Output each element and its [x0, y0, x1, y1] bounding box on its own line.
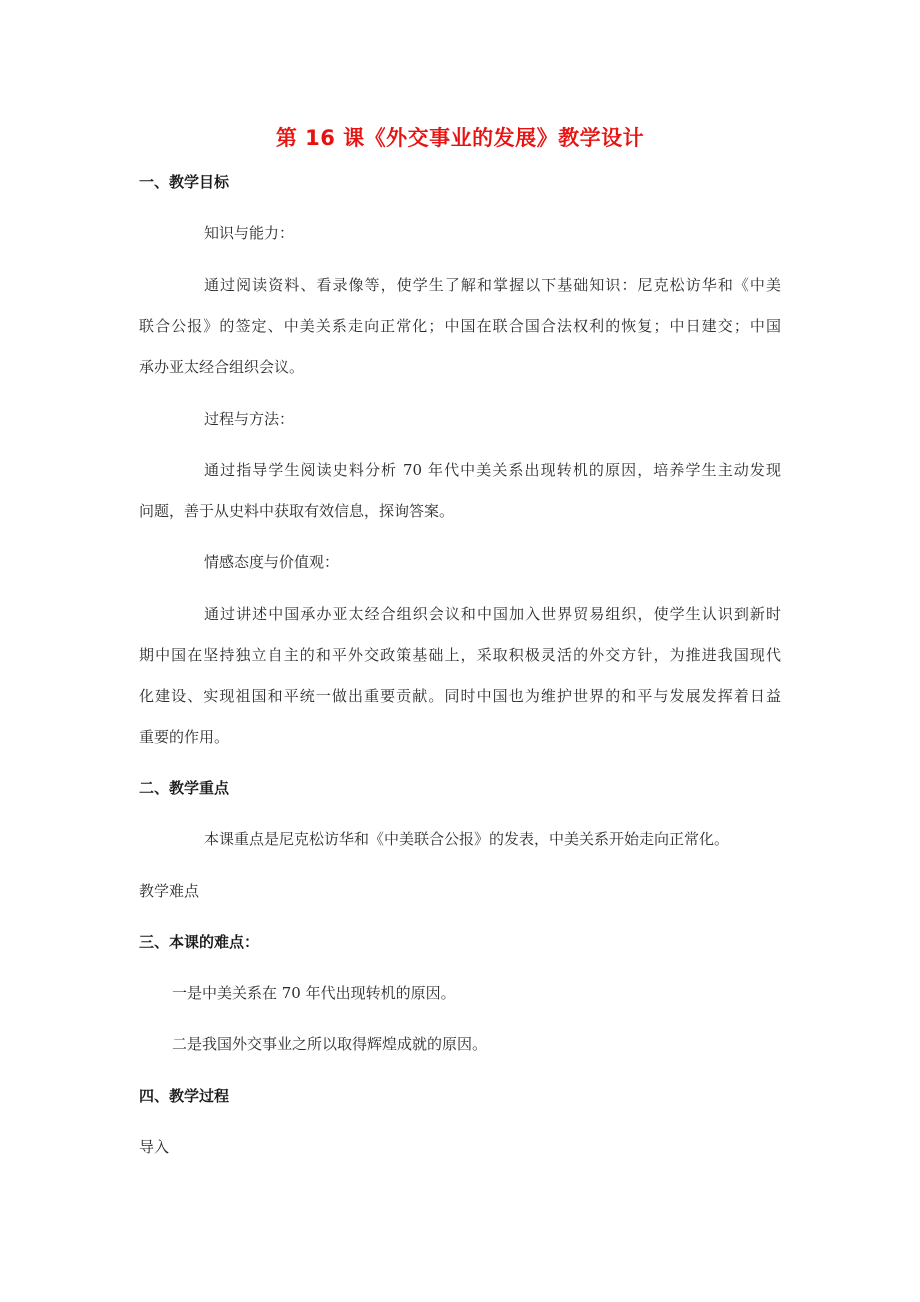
emotion-attitude-label: 情感态度与价值观：	[204, 553, 340, 571]
difficulty-label: 教学难点	[139, 882, 200, 900]
section-heading-process: 四、教学过程	[139, 1087, 230, 1105]
emotion-line: 化建设、实现祖国和平统一做出重要贡献。同时中国也为维护世界的和平与发展发挥着日益	[139, 687, 781, 705]
section-heading-difficulties: 三、本课的难点：	[139, 933, 260, 951]
process-line: 问题，善于从史料中获取有效信息，探询答案。	[139, 502, 455, 520]
section-heading-objectives: 一、教学目标	[139, 173, 230, 191]
difficulty-item: 一是中美关系在 70 年代出现转机的原因。	[172, 984, 456, 1002]
knowledge-line: 承办亚太经合组织会议。	[139, 358, 305, 376]
key-points-text: 本课重点是尼克松访华和《中美联合公报》的发表，中美关系开始走向正常化。	[204, 830, 730, 848]
emotion-line: 期中国在坚持独立自主的和平外交政策基础上，采取积极灵活的外交方针，为推进我国现代	[139, 646, 781, 664]
knowledge-line: 通过阅读资料、看录像等，使学生了解和掌握以下基础知识：尼克松访华和《中美	[204, 276, 781, 294]
knowledge-line: 联合公报》的签定、中美关系走向正常化；中国在联合国合法权利的恢复；中日建交；中国	[139, 317, 781, 335]
process-line: 通过指导学生阅读史料分析 70 年代中美关系出现转机的原因，培养学生主动发现	[204, 461, 781, 479]
difficulty-item: 二是我国外交事业之所以取得辉煌成就的原因。	[172, 1035, 488, 1053]
process-method-label: 过程与方法：	[204, 410, 295, 428]
intro-label: 导入	[139, 1138, 170, 1156]
document-title: 第 16 课《外交事业的发展》教学设计	[275, 126, 645, 150]
knowledge-ability-label: 知识与能力：	[204, 224, 295, 242]
emotion-line: 通过讲述中国承办亚太经合组织会议和中国加入世界贸易组织，使学生认识到新时	[204, 605, 781, 623]
emotion-line: 重要的作用。	[139, 728, 230, 746]
section-heading-key-points: 二、教学重点	[139, 779, 230, 797]
